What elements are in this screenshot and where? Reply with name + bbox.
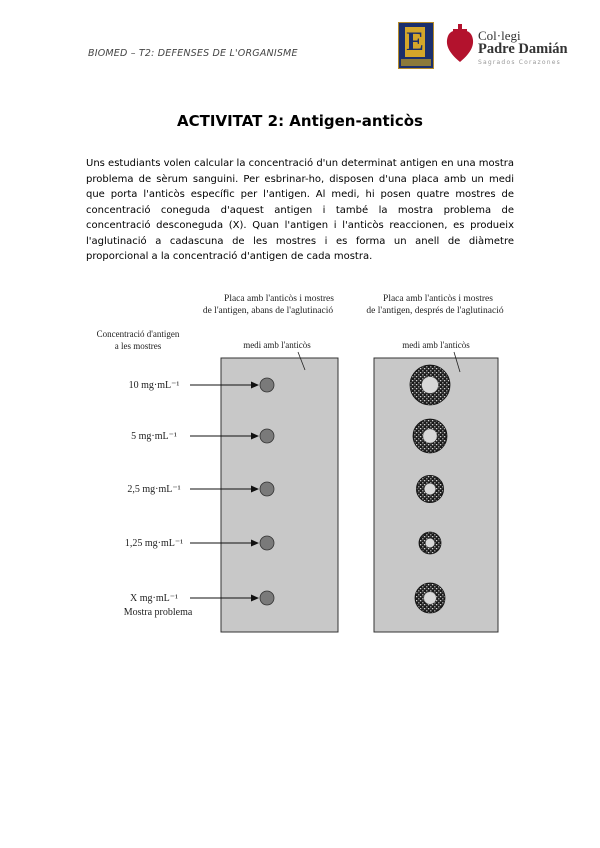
right-plate-title-2: de l'antigen, després de l'aglutinació bbox=[366, 306, 504, 316]
school-name-line3: Sagrados Corazones bbox=[478, 59, 561, 66]
ring-center-well bbox=[425, 538, 434, 547]
concentration-label-2: a les mostres bbox=[114, 341, 162, 351]
course-header: BIOMED – T2: DEFENSES DE L'ORGANISME bbox=[88, 48, 298, 59]
sample-label: 10 mg·mL⁻¹ bbox=[128, 380, 180, 391]
sample-well bbox=[260, 591, 274, 605]
sample-label: 5 mg·mL⁻¹ bbox=[131, 431, 177, 442]
sample-label: 2,5 mg·mL⁻¹ bbox=[127, 484, 181, 495]
sample-label: X mg·mL⁻¹ bbox=[130, 593, 178, 604]
medium-label-right: medi amb l'anticòs bbox=[402, 340, 470, 350]
medium-label-left: medi amb l'anticòs bbox=[243, 340, 311, 350]
left-plate-title-2: de l'antigen, abans de l'aglutinació bbox=[202, 306, 334, 316]
activity-paragraph: Uns estudiants volen calcular la concentració d'un determinat antigen en una mostra problema de sèrum sanguini. Per esbrinar-ho, disposen d'una placa amb un medi que porta l'anticòs específic per l'antigen. Al medi, hi posen quatre mostres de concentració coneguda d'aquest antigen i també la mostra problema de concentració desconeguda (X). Quan l'antigen i l'anticòs reaccionen, es produeix l'aglutinació a cadascuna de les mostres i es forma un anell de diàmetre proporcional a la concentració d'antigen de cada mostra. bbox=[86, 158, 514, 262]
sample-well bbox=[260, 378, 274, 392]
sample-well bbox=[260, 536, 274, 550]
sample-label: 1,25 mg·mL⁻¹ bbox=[124, 538, 184, 549]
left-plate bbox=[221, 358, 338, 632]
sample-well bbox=[260, 429, 274, 443]
sample-well bbox=[260, 482, 274, 496]
right-plate-title-1: Placa amb l'anticòs i mostres bbox=[383, 294, 493, 304]
sample-sublabel: Mostra problema bbox=[123, 607, 193, 618]
ring-center-well bbox=[422, 377, 439, 394]
ring-center-well bbox=[424, 483, 435, 494]
ring-center-well bbox=[424, 592, 437, 605]
logo-letter: E bbox=[406, 27, 424, 56]
school-name-line2: Padre Damián bbox=[478, 41, 568, 57]
ring-center-well bbox=[423, 429, 437, 443]
activity-title: ACTIVITAT 2: Antigen-anticòs bbox=[177, 112, 423, 130]
left-plate-title-1: Placa amb l'anticòs i mostres bbox=[224, 294, 334, 304]
concentration-label-1: Concentració d'antigen bbox=[96, 329, 180, 339]
school-name-line1: Col·legi bbox=[478, 28, 521, 43]
